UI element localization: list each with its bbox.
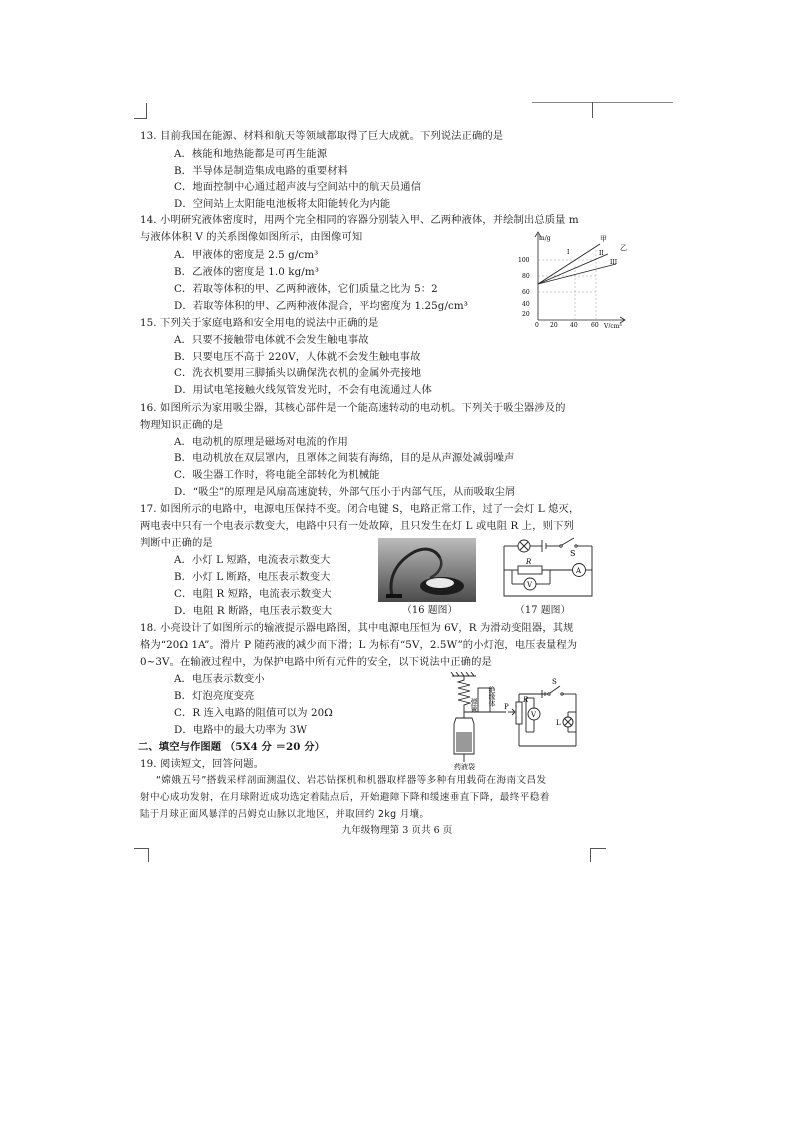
- q17-stem-3: 判断中正确的是: [140, 537, 213, 549]
- page-footer: 九年级物理第 3 页共 6 页: [341, 825, 453, 836]
- q16-option-b: B．电动机放在双层罩内，且罩体之间装有海绵，目的是从声源处减弱噪声: [174, 452, 515, 464]
- q15-option-d: D．用试电笔接触火线氖管发光时，不会有电流通过人体: [174, 384, 432, 396]
- q17-option-d: D．电阻 R 断路，电压表示数变大: [174, 605, 333, 617]
- q17-voltmeter-label: V: [527, 581, 533, 589]
- q17-circuit-diagram: [496, 532, 606, 602]
- q14-mass-volume-graph: [512, 228, 630, 328]
- q14-y-tick-60: 60: [522, 289, 530, 296]
- q17-stem-2: 两电表中只有一个电表示数变大，电路中只有一处故障，且只发生在灯 L 或电阻 R 上，则下列: [140, 520, 574, 532]
- q19-passage-line-1: “嫦娥五号”搭载采样剖面测温仪、岩芯钻探机和机器取样器等多种有用载荷在海南文昌发: [156, 775, 547, 786]
- q18-infusion-alarm-diagram: [444, 672, 584, 772]
- q14-x-tick-60: 60: [591, 322, 599, 328]
- q14-option-c: C．若取等体积的甲、乙两种液体，它们质量之比为 5：2: [174, 283, 438, 295]
- crop-mark-top-left: [146, 103, 147, 119]
- q16-stem-1: 16. 如图所示为家用吸尘器，其核心部件是一个能高速转动的电动机。下列关于吸尘器涉及的: [140, 402, 566, 414]
- q13-option-c: C．地面控制中心通过超声波与空间站中的航天员通信: [174, 181, 422, 193]
- q14-line-label-ii: II: [599, 250, 604, 257]
- q14-y-tick-20: 20: [522, 311, 530, 318]
- q14-y-tick-100: 100: [518, 257, 530, 264]
- q14-line-label-jia: 甲: [600, 235, 607, 243]
- q18-spring-label: 弹簧: [470, 698, 478, 712]
- q18-bag-label: 药液袋: [454, 763, 475, 771]
- q14-stem-1: 14. 小明研究液体密度时，用两个完全相同的容器分别装入甲、乙两种液体，并绘制出总质量 m: [140, 214, 579, 226]
- q17-stem-1: 17. 如图所示的电路中，电源电压保持不变。闭合电键 S，电路正常工作，过了一会灯 L 熄灭，: [140, 503, 580, 515]
- q17-ammeter-label: A: [576, 567, 582, 575]
- q18-option-d: D．电路中的最大功率为 3W: [174, 724, 308, 736]
- q14-line-label-i: I: [567, 249, 570, 256]
- q17-resistor-label: R: [526, 558, 532, 566]
- q18-voltmeter-label: V: [531, 711, 537, 719]
- q17-switch-label: S: [570, 549, 576, 558]
- q14-line-label-iii: III: [610, 259, 618, 266]
- q13-stem: 13. 目前我国在能源、材料和航天等领域都取得了巨大成就。下列说法正确的是: [140, 130, 504, 142]
- q14-x-tick-0: 0: [535, 322, 539, 328]
- q16-option-a: A．电动机的原理是磁场对电流的作用: [174, 436, 348, 448]
- q18-stem-1: 18. 小亮设计了如图所示的输液提示器电路图，其中电源电压恒为 6V，R 为滑动变阻器，其规: [140, 622, 574, 634]
- q16-vacuum-cleaner-photo: [378, 538, 476, 602]
- q17-option-c: C．电阻 R 短路，电流表示数变大: [174, 588, 332, 600]
- q16-figure-caption: （16 题图）: [402, 605, 458, 616]
- q18-slider-label: P: [504, 703, 509, 711]
- crop-mark-bottom-left-h: [134, 848, 148, 849]
- section-2-title: 二、填空与作图题 （5X4 分 ＝20 分）: [138, 741, 326, 753]
- q13-option-a: A．核能和地热能都是可再生能源: [174, 148, 328, 160]
- q17-option-b: B．小灯 L 断路，电压表示数变大: [174, 571, 331, 583]
- q16-option-c: C．吸尘器工作时，将电能全部转化为机械能: [174, 469, 380, 481]
- q18-option-b: B．灯泡亮度变亮: [174, 690, 255, 702]
- q14-option-a: A．甲液体的密度是 2.5 g/cm³: [174, 249, 319, 261]
- q14-line-label-yi: 乙: [620, 244, 627, 252]
- crop-mark-top-left-h: [134, 118, 146, 119]
- crop-mark-bottom-right: [590, 848, 591, 862]
- q18-resistor-label: R: [523, 696, 529, 704]
- q14-stem-2: 与液体体积 V 的关系图像如图所示，由图像可知: [140, 231, 363, 243]
- q18-lamp-label: L: [556, 719, 561, 727]
- q17-figure-caption: （17 题图）: [515, 605, 571, 616]
- q19-passage-line-3: 陆于月球正面风暴洋的吕姆克山脉以北地区，并取回约 2kg 月壤。: [140, 809, 430, 820]
- q18-switch-label: S: [552, 678, 557, 686]
- q15-option-a: A．只要不接触带电体就不会发生触电事故: [174, 334, 369, 346]
- q14-x-tick-40: 40: [570, 322, 578, 328]
- q19-stem: 19. 阅读短文，回答问题。: [140, 758, 265, 770]
- q18-option-a: A．电压表示数变小: [174, 673, 265, 685]
- q13-option-d: D．空间站上太阳能电池板将太阳能转化为内能: [174, 198, 391, 210]
- q14-y-tick-40: 40: [522, 301, 530, 308]
- q15-option-c: C．洗衣机要用三脚插头以确保洗衣机的金属外壳接地: [174, 367, 422, 379]
- q14-option-b: B．乙液体的密度是 1.0 kg/m³: [174, 266, 319, 278]
- q18-option-c: C．R 连入电路的阻值可以为 20Ω: [174, 707, 333, 719]
- q18-stem-2: 格为“20Ω 1A”。滑片 P 随药液的减少而下滑；L 为标有“5V，2.5W”的小灯泡，电压表量程为: [140, 639, 578, 651]
- crop-mark-bottom-right-h: [590, 848, 606, 849]
- q16-option-d: D．“吸尘”的原理是风扇高速旋转，外部气压小于内部气压，从而吸取尘屑: [174, 486, 516, 498]
- q14-y-tick-80: 80: [522, 273, 530, 280]
- q14-option-d: D．若取等体积的甲、乙两种液体混合，平均密度为 1.25g/cm³: [174, 300, 469, 312]
- q13-option-b: B．半导体是制造集成电路的重要材料: [174, 165, 349, 177]
- q14-graph-y-label: m/g: [539, 235, 551, 242]
- q14-graph-x-label: V/cm³: [604, 323, 622, 328]
- q18-stem-3: 0~3V。在输液过程中，为保护电路中所有元件的安全，以下说法中正确的是: [140, 656, 492, 668]
- q19-passage-line-2: 射中心成功发射，在月球附近成功选定着陆点后，开始避障下降和缓速垂直下降，最终平稳着: [140, 792, 550, 803]
- q15-option-b: B．只要电压不高于 220V，人体就不会发生触电事故: [174, 351, 421, 363]
- q14-x-tick-20: 20: [550, 322, 558, 328]
- q16-stem-2: 物理知识正确的是: [140, 419, 224, 431]
- q17-option-a: A．小灯 L 短路，电流表示数变大: [174, 554, 331, 566]
- crop-mark-top-right: [592, 102, 593, 118]
- q15-stem: 15. 下列关于家庭电路和安全用电的说法中正确的是: [140, 317, 379, 329]
- crop-mark-bottom-left: [148, 848, 149, 862]
- crop-mark-top-right-h: [532, 102, 673, 103]
- q18-insulator-label: 绝缘体: [488, 686, 496, 707]
